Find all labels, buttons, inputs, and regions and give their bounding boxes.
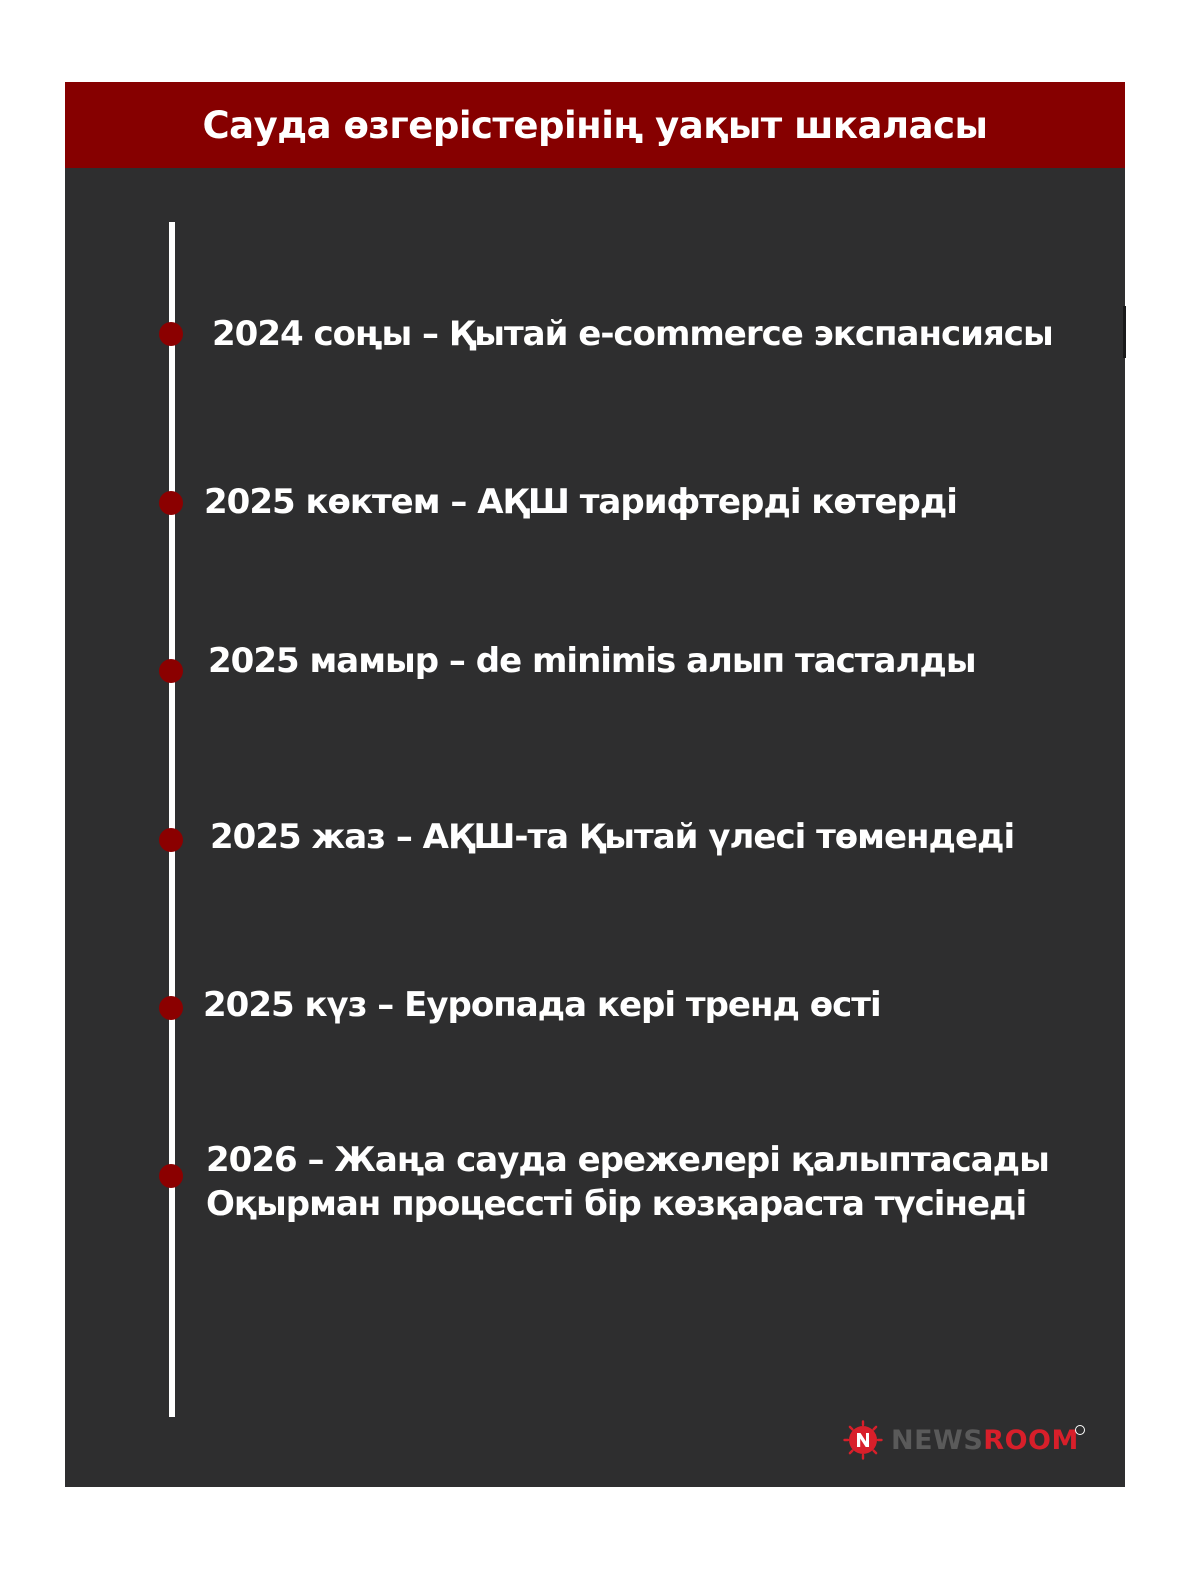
timeline-event-line1: 2026 – Жаңа сауда ережелері қалыптасады: [206, 1140, 1049, 1180]
wordmark-news: NEWS: [891, 1424, 984, 1456]
newsroom-n-icon: [843, 1420, 883, 1460]
timeline-event-text: 2025 жаз – АҚШ-та Қытай үлесі төмендеді: [210, 817, 1015, 857]
timeline-dot: [159, 996, 183, 1020]
timeline-card: [65, 82, 1125, 1487]
timeline-dot: [159, 828, 183, 852]
page-title: Сауда өзгерістерінің уақыт шкаласы: [202, 103, 988, 147]
text-cursor-mark: [1123, 306, 1126, 358]
timeline-event-text: 2025 күз – Еуропада кері тренд өсті: [203, 985, 881, 1025]
timeline-dot: [159, 322, 183, 346]
timeline-event-text: [206, 1138, 1049, 1226]
wordmark-room: ROOM: [983, 1424, 1079, 1456]
newsroom-wordmark: [891, 1425, 1079, 1456]
timeline-event-text: 2024 соңы – Қытай e-commerce экспансиясы: [212, 314, 1053, 354]
newsroom-logo: [843, 1418, 1079, 1462]
timeline-dot: [159, 491, 183, 515]
timeline-event-text: 2025 көктем – АҚШ тарифтерді көтерді: [204, 482, 957, 522]
timeline-line: [169, 222, 175, 1417]
timeline-dot: [159, 1164, 183, 1188]
timeline-dot: [159, 659, 183, 683]
timeline-event-line2: Оқырман процессті бір көзқараста түсінеді: [206, 1184, 1027, 1224]
registered-mark-icon: [1075, 1425, 1085, 1435]
header-bar: [65, 82, 1125, 168]
timeline-event-text: 2025 мамыр – de minimis алып тасталды: [208, 641, 976, 681]
